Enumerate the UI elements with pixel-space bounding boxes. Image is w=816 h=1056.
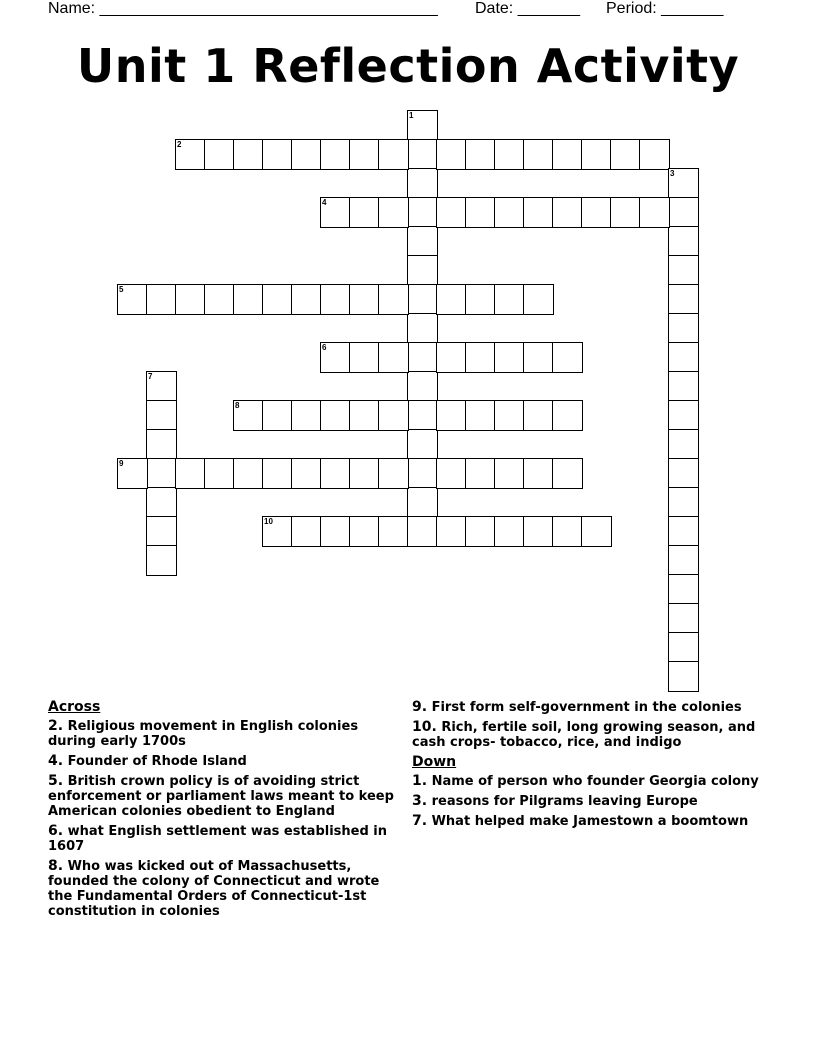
- crossword-cell[interactable]: [407, 371, 438, 402]
- crossword-cell[interactable]: [552, 400, 583, 431]
- clue-text: reasons for Pilgrams leaving Europe: [427, 794, 698, 809]
- crossword-cell[interactable]: [262, 400, 293, 431]
- crossword-cell[interactable]: [349, 400, 380, 431]
- crossword-cell[interactable]: [349, 197, 380, 228]
- crossword-cell[interactable]: [378, 139, 409, 170]
- crossword-cell[interactable]: [233, 139, 264, 170]
- crossword-cell[interactable]: [146, 284, 177, 315]
- crossword-cell[interactable]: [262, 516, 293, 547]
- crossword-cell[interactable]: [233, 284, 264, 315]
- crossword-cell[interactable]: [378, 342, 409, 373]
- clue-item: [48, 774, 404, 819]
- crossword-cell[interactable]: [668, 197, 699, 228]
- crossword-cell[interactable]: [378, 458, 409, 489]
- crossword-cell[interactable]: [668, 574, 699, 605]
- crossword-cell[interactable]: [407, 139, 438, 170]
- clue-number: 5.: [48, 773, 64, 789]
- clue-number-label: 1: [409, 111, 414, 120]
- clue-text: Name of person who founder Georgia colony: [427, 774, 759, 789]
- crossword-cell[interactable]: [465, 458, 496, 489]
- crossword-cell[interactable]: [320, 197, 351, 228]
- clue-item: [412, 814, 762, 829]
- crossword-cell[interactable]: [668, 516, 699, 547]
- clue-number: 6.: [48, 823, 64, 839]
- crossword-cell[interactable]: [407, 110, 438, 141]
- crossword-cell[interactable]: [494, 516, 525, 547]
- crossword-cell[interactable]: [465, 139, 496, 170]
- clue-text: British crown policy is of avoiding strict enforcement or parliament laws meant to keep American colonies obedient to England: [48, 774, 394, 819]
- crossword-cell[interactable]: [349, 516, 380, 547]
- clue-text: Founder of Rhode Island: [63, 754, 247, 769]
- crossword-cell[interactable]: [581, 197, 612, 228]
- crossword-cell[interactable]: [552, 197, 583, 228]
- clue-number: 2.: [48, 718, 64, 734]
- crossword-cell[interactable]: [494, 458, 525, 489]
- student-info-header: [48, 0, 768, 22]
- crossword-cell[interactable]: [378, 516, 409, 547]
- crossword-cell[interactable]: [320, 139, 351, 170]
- crossword-cell[interactable]: [291, 139, 322, 170]
- crossword-cell[interactable]: [262, 284, 293, 315]
- crossword-cell[interactable]: [436, 139, 467, 170]
- clue-text: Religious movement in English colonies during early 1700s: [48, 719, 359, 749]
- clue-number-label: 8: [235, 401, 240, 410]
- crossword-cell[interactable]: [407, 284, 438, 315]
- crossword-cell[interactable]: [320, 516, 351, 547]
- crossword-cell[interactable]: [262, 458, 293, 489]
- crossword-cell[interactable]: [378, 284, 409, 315]
- crossword-cell[interactable]: [581, 139, 612, 170]
- crossword-cell[interactable]: [494, 342, 525, 373]
- crossword-cell[interactable]: [175, 284, 206, 315]
- crossword-cell[interactable]: [291, 458, 322, 489]
- clue-item: [48, 754, 404, 769]
- crossword-cell[interactable]: [668, 429, 699, 460]
- crossword-cell[interactable]: [146, 400, 177, 431]
- crossword-cell[interactable]: [407, 255, 438, 286]
- clue-text: Who was kicked out of Massachusetts, founded the colony of Connecticut and wrote the Fundamental Orders of Connecticut-1st constitution in colonies: [48, 859, 380, 919]
- clue-number: 10.: [412, 719, 437, 735]
- crossword-cell[interactable]: [436, 516, 467, 547]
- crossword-cell[interactable]: [407, 313, 438, 344]
- clue-number-label: 7: [148, 372, 153, 381]
- crossword-cell[interactable]: [494, 139, 525, 170]
- crossword-cell[interactable]: [349, 284, 380, 315]
- crossword-cell[interactable]: [523, 197, 554, 228]
- crossword-cell[interactable]: [552, 342, 583, 373]
- crossword-cell[interactable]: [523, 516, 554, 547]
- crossword-cell[interactable]: [436, 197, 467, 228]
- clue-number-label: 5: [119, 285, 124, 294]
- crossword-cell[interactable]: [407, 342, 438, 373]
- crossword-cell[interactable]: [146, 458, 177, 489]
- crossword-cell[interactable]: [204, 284, 235, 315]
- crossword-cell[interactable]: [668, 371, 699, 402]
- crossword-cell[interactable]: [233, 458, 264, 489]
- crossword-cell[interactable]: [668, 400, 699, 431]
- crossword-cell[interactable]: [668, 458, 699, 489]
- clue-item: [412, 774, 762, 789]
- clue-number-label: 6: [322, 343, 327, 352]
- crossword-cell[interactable]: [175, 139, 206, 170]
- crossword-cell[interactable]: [465, 516, 496, 547]
- crossword-cell[interactable]: [610, 197, 641, 228]
- crossword-cell[interactable]: [494, 284, 525, 315]
- crossword-cell[interactable]: [378, 400, 409, 431]
- crossword-cell[interactable]: [436, 284, 467, 315]
- clue-number: 1.: [412, 773, 428, 789]
- clue-number: 7.: [412, 813, 428, 829]
- crossword-cell[interactable]: [668, 255, 699, 286]
- crossword-cell[interactable]: [117, 284, 148, 315]
- crossword-cell[interactable]: [523, 139, 554, 170]
- clue-text: Rich, fertile soil, long growing season, and cash crops- tobacco, rice, and indigo: [412, 720, 756, 750]
- crossword-cell[interactable]: [320, 342, 351, 373]
- crossword-cell[interactable]: [552, 139, 583, 170]
- crossword-cell[interactable]: [204, 458, 235, 489]
- crossword-cell[interactable]: [291, 400, 322, 431]
- crossword-cell[interactable]: [117, 458, 148, 489]
- crossword-cell[interactable]: [320, 458, 351, 489]
- clue-number: 3.: [412, 793, 428, 809]
- crossword-cell[interactable]: [407, 429, 438, 460]
- crossword-cell[interactable]: [349, 139, 380, 170]
- crossword-cell[interactable]: [552, 516, 583, 547]
- crossword-cell[interactable]: [175, 458, 206, 489]
- crossword-cell[interactable]: [146, 371, 177, 402]
- clue-text: What helped make Jamestown a boomtown: [427, 814, 749, 829]
- crossword-cell[interactable]: [523, 458, 554, 489]
- clue-number-label: 9: [119, 459, 124, 468]
- clue-number-label: 3: [670, 169, 675, 178]
- crossword-cell[interactable]: [146, 487, 177, 518]
- crossword-cell[interactable]: [291, 516, 322, 547]
- crossword-cell[interactable]: [465, 284, 496, 315]
- clues-right-column: [412, 700, 762, 834]
- across-heading: Across: [48, 699, 101, 715]
- crossword-cell[interactable]: [465, 400, 496, 431]
- clue-item: [412, 794, 762, 809]
- crossword-cell[interactable]: [668, 487, 699, 518]
- clue-item: [48, 859, 404, 919]
- crossword-cell[interactable]: [668, 168, 699, 199]
- crossword-cell[interactable]: [523, 284, 554, 315]
- crossword-cell[interactable]: [378, 197, 409, 228]
- clue-number-label: 10: [264, 517, 273, 526]
- crossword-cell[interactable]: [610, 139, 641, 170]
- crossword-cell[interactable]: [668, 603, 699, 634]
- crossword-cell[interactable]: [668, 632, 699, 663]
- crossword-cell[interactable]: [668, 545, 699, 576]
- clue-item: [48, 719, 404, 749]
- crossword-cell[interactable]: [465, 342, 496, 373]
- clue-text: First form self-government in the colonies: [427, 700, 742, 715]
- crossword-cell[interactable]: [407, 226, 438, 257]
- crossword-cell[interactable]: [349, 458, 380, 489]
- crossword-cell[interactable]: [552, 458, 583, 489]
- crossword-cell[interactable]: [320, 400, 351, 431]
- clue-item: [412, 720, 762, 750]
- clue-text: what English settlement was established in 1607: [48, 824, 388, 854]
- clue-number-label: 2: [177, 140, 182, 149]
- crossword-cell[interactable]: [436, 458, 467, 489]
- crossword-cell[interactable]: [668, 342, 699, 373]
- clue-number: 8.: [48, 858, 64, 874]
- crossword-cell[interactable]: [523, 342, 554, 373]
- crossword-cell[interactable]: [407, 458, 438, 489]
- crossword-cell[interactable]: [146, 516, 177, 547]
- crossword-cell[interactable]: [581, 516, 612, 547]
- clue-item: [412, 700, 762, 715]
- crossword-cell[interactable]: [320, 284, 351, 315]
- crossword-cell[interactable]: [668, 226, 699, 257]
- crossword-cell[interactable]: [146, 545, 177, 576]
- crossword-cell[interactable]: [407, 487, 438, 518]
- clues-left-column: [48, 700, 404, 924]
- crossword-cell[interactable]: [262, 139, 293, 170]
- crossword-cell[interactable]: [494, 197, 525, 228]
- clue-number: 9.: [412, 699, 428, 715]
- down-heading: Down: [412, 754, 457, 770]
- crossword-cell[interactable]: [349, 342, 380, 373]
- crossword-cell[interactable]: [204, 139, 235, 170]
- crossword-cell[interactable]: [668, 661, 699, 692]
- period-field[interactable]: Period: _______: [606, 0, 724, 17]
- crossword-cell[interactable]: [407, 516, 438, 547]
- crossword-cell[interactable]: [233, 400, 264, 431]
- clue-item: [48, 824, 404, 854]
- crossword-cell[interactable]: [407, 197, 438, 228]
- page-title: Unit 1 Reflection Activity: [76, 39, 740, 93]
- crossword-cell[interactable]: [407, 168, 438, 199]
- crossword-cell[interactable]: [146, 429, 177, 460]
- crossword-cell[interactable]: [436, 400, 467, 431]
- crossword-cell[interactable]: [668, 284, 699, 315]
- crossword-cell[interactable]: [639, 139, 670, 170]
- clue-number-label: 4: [322, 198, 327, 207]
- crossword-cell[interactable]: [291, 284, 322, 315]
- crossword-cell[interactable]: [494, 400, 525, 431]
- name-field[interactable]: Name: ______________________________________: [48, 0, 438, 17]
- crossword-cell[interactable]: [436, 342, 467, 373]
- clue-number: 4.: [48, 753, 64, 769]
- crossword-cell[interactable]: [668, 313, 699, 344]
- crossword-cell[interactable]: [465, 197, 496, 228]
- crossword-cell[interactable]: [523, 400, 554, 431]
- crossword-cell[interactable]: [639, 197, 670, 228]
- date-field[interactable]: Date: _______: [475, 0, 580, 17]
- crossword-cell[interactable]: [407, 400, 438, 431]
